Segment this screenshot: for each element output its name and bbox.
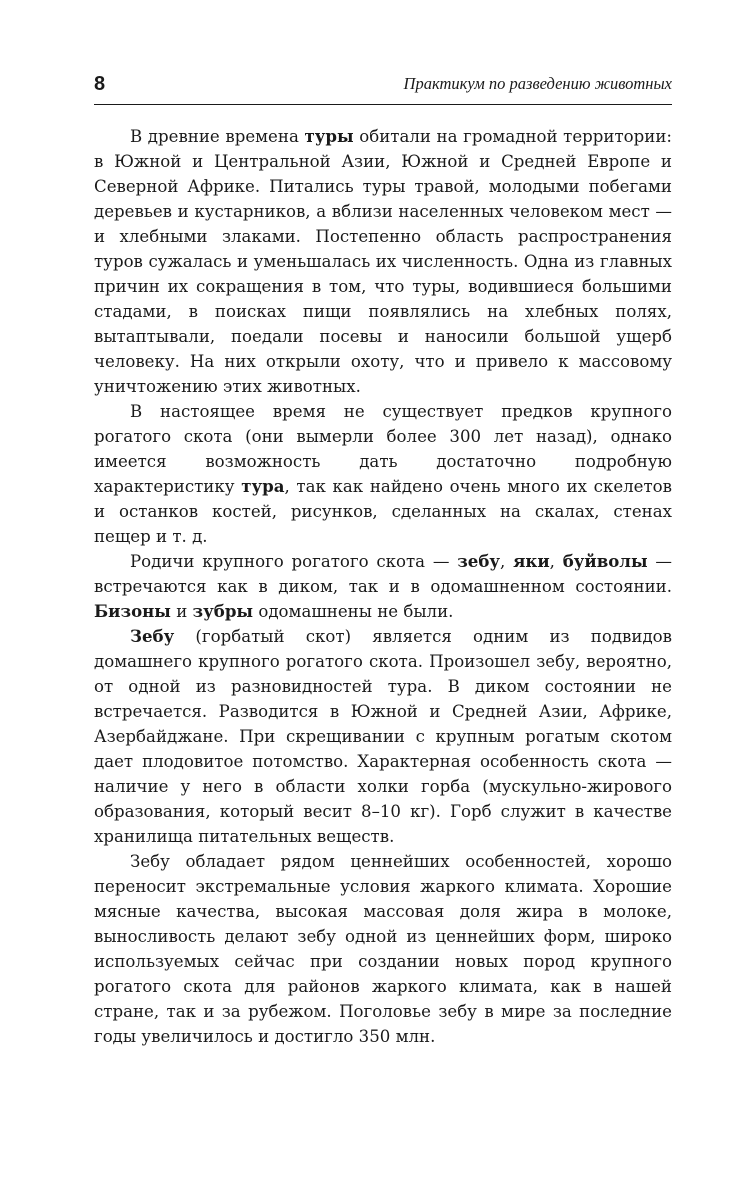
paragraph	[94, 549, 672, 624]
bold-term: туры	[304, 126, 354, 146]
paragraph-text: ,	[500, 552, 514, 571]
paragraph	[94, 624, 672, 849]
bold-term: Зебу	[130, 626, 175, 646]
header-rule	[94, 104, 672, 105]
paragraph	[94, 124, 672, 399]
paragraph	[94, 399, 672, 549]
bold-term: Бизоны	[94, 601, 171, 621]
body-text	[94, 124, 672, 1049]
page-header	[94, 72, 672, 98]
paragraph-text: В настоящее время не существует предков крупного рогатого скота (они вымерли более 300 лет назад), однако имеется возможность дать достаточно подробную характеристику	[94, 402, 672, 496]
bold-term: буйволы	[562, 551, 648, 571]
paragraph-text: — встречаются как в диком, так и в одомашненном состоянии.	[94, 552, 672, 596]
paragraph-text: и	[170, 602, 193, 621]
paragraph-text: (горбатый скот) является одним из подвидов домашнего крупного рогатого скота. Произошел зебу, вероятно, от одной из разновидностей тура. В диком состоянии не встречается. Разводится в Южной и Средней Азии, Африке, Азербайджане. При скрещивании с крупным рогатым скотом дает плодовитое потомство. Характерная особенность скота — наличие у него в области холки горба (мускульно-жирового образования, который весит 8–10 кг). Горб служит в качестве хранилища питательных веществ.	[94, 627, 672, 846]
bold-term: тура	[241, 476, 285, 496]
bold-term: зебу	[457, 551, 501, 571]
paragraph-text: ,	[549, 552, 563, 571]
paragraph-text: одомашнены не были.	[253, 602, 454, 621]
running-title: Практикум по разведению животных	[403, 74, 672, 93]
paragraph-text: Зебу обладает рядом ценнейших особенностей, хорошо переносит экстремальные условия жаркого климата. Хорошие мясные качества, высокая массовая доля жира в молоке, выносливость делают зебу одной из ценнейших форм, широко используемых сейчас при создании новых пород крупного рогатого скота для районов жаркого климата, как в нашей стране, так и за рубежом. Поголовье зебу в мире за последние годы увеличилось и достигло 350 млн.	[94, 852, 672, 1046]
paragraph-text: , так как найдено очень много их скелетов и останков костей, рисунков, сделанных на скалах, стенах пещер и т. д.	[94, 477, 673, 546]
paragraph-text: Родичи крупного рогатого скота —	[130, 552, 458, 571]
paragraph	[94, 849, 672, 1049]
bold-term: зубры	[192, 601, 254, 621]
paragraph-text: В древние времена	[130, 127, 305, 146]
paragraph-text: обитали на громадной территории: в Южной и Центральной Азии, Южной и Средней Европе и Северной Африке. Питались туры травой, молодыми побегами деревьев и кустарников, а вблизи населенных человеком мест — и хлебными злаками. Постепенно область распространения туров сужалась и уменьшалась их численность. Одна из главных причин их сокращения в том, что туры, водившиеся большими стадами, в поисках пищи появлялись на хлебных полях, вытаптывали, поедали посевы и наносили большой ущерб человеку. На них открыли охоту, что и привело к массовому уничтожению этих животных.	[94, 127, 672, 396]
page-number: 8	[94, 73, 106, 95]
bold-term: яки	[513, 551, 550, 571]
